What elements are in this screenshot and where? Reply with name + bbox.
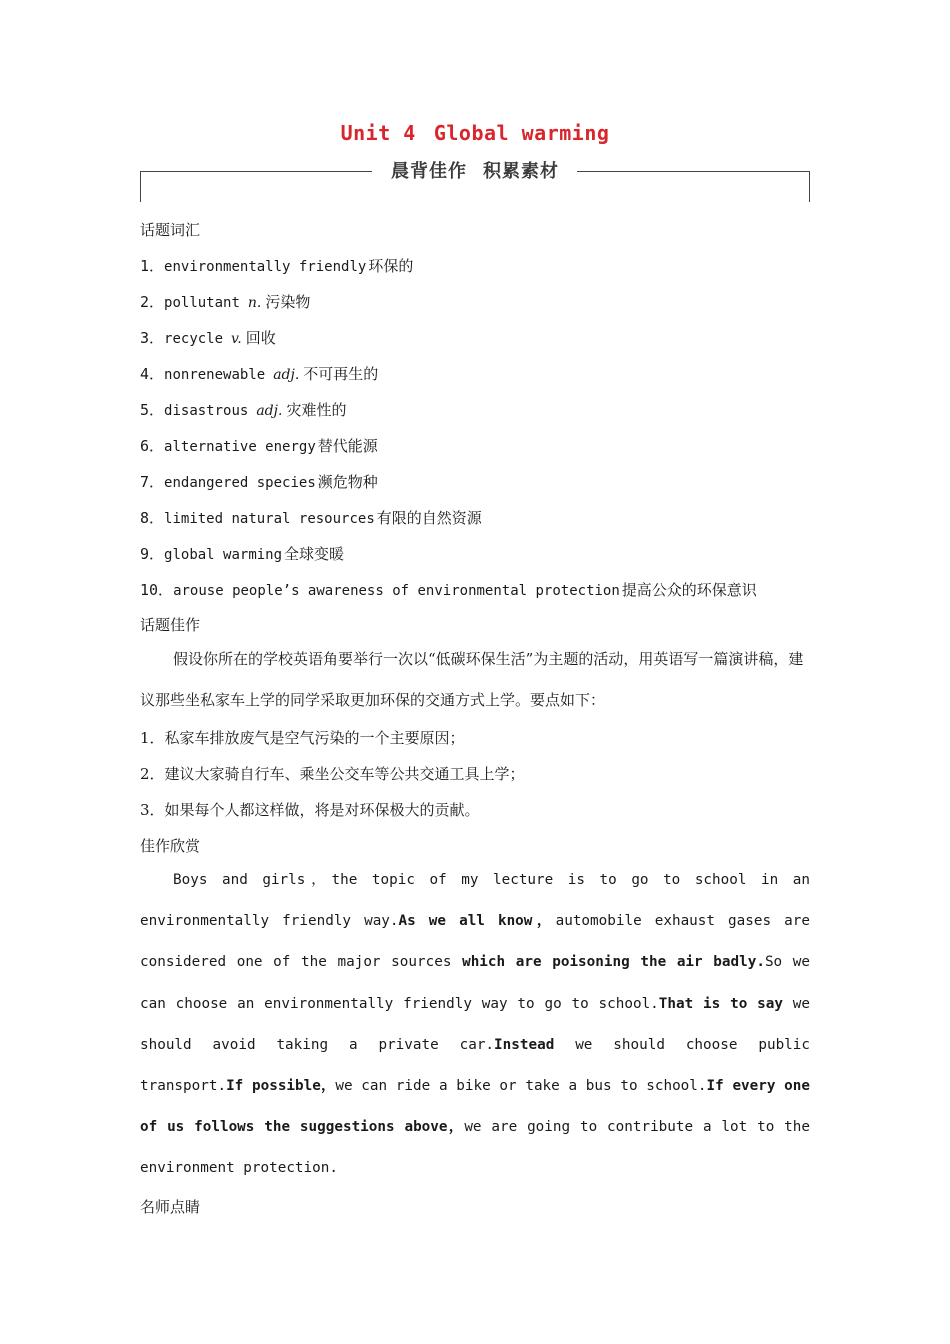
- page-title: [0, 121, 950, 145]
- vocab-item: 8．limited natural resources 有限的自然资源: [140, 509, 482, 527]
- highlight-phrase: That is to say: [658, 995, 783, 1012]
- vocab-item: 1．environmentally friendly 环保的: [140, 257, 414, 275]
- highlight-phrase: As we all know，: [398, 913, 556, 930]
- banner-left-text: 晨背佳作: [391, 161, 467, 182]
- highlight-phrase: Instead: [494, 1036, 555, 1053]
- appreciation-heading: 佳作欣赏: [140, 837, 201, 855]
- vocab-item: 6．alternative energy 替代能源: [140, 437, 378, 455]
- banner-rule-right: [577, 171, 810, 172]
- vocab-item: 5．disastrous adj. 灾难性的: [140, 401, 347, 419]
- writing-heading: 话题佳作: [140, 616, 201, 634]
- banner-edge-left: [140, 171, 141, 202]
- banner-edge-right: [809, 171, 810, 202]
- comment-heading: 名师点睛: [140, 1198, 201, 1216]
- highlight-phrase: If possible，: [226, 1078, 336, 1095]
- highlight-phrase: which are poisoning the air badly.: [462, 954, 765, 971]
- vocab-item: 3．recycle v. 回收: [140, 329, 276, 347]
- vocab-item: 10．arouse people’s awareness of environmental protection 提高公众的环保意识: [140, 581, 757, 599]
- unit-topic: Global warming: [433, 121, 610, 145]
- vocab-item: 9．global warming 全球变暖: [140, 545, 345, 563]
- banner-right-text: 积累素材: [483, 161, 559, 182]
- vocab-heading: 话题词汇: [140, 221, 201, 239]
- unit-label: Unit 4: [340, 121, 416, 145]
- prompt-point: 1．私家车排放废气是空气污染的一个主要原因；: [140, 729, 465, 747]
- vocab-item: 7．endangered species 濒危物种: [140, 473, 378, 491]
- highlight-phrase: If every one of us follows the suggestions above，: [140, 1078, 811, 1136]
- prompt-point: 2．建议大家骑自行车、乘坐公交车等公共交通工具上学；: [140, 765, 525, 783]
- banner-rule-left: [140, 171, 372, 172]
- prompt-point: 3．如果每个人都这样做，将是对环保极大的贡献。: [140, 801, 480, 819]
- writing-prompt: 假设你所在的学校英语角要举行一次以“低碳环保生活”为主题的活动，用英语写一篇演讲稿，建议那些坐私家车上学的同学采取更加环保的交通方式上学。要点如下：: [140, 650, 804, 709]
- section-banner: [380, 157, 570, 183]
- model-essay: Boys and girls，the topic of my lecture is to go to school in an environmentally friendly way.As we all know，automobile exhaust gases are considered one of the major sources which are poisoning the air badly.So we can choose an environmentally friendly way to go to school.That is to say we should avoid taking a private car.Instead we should choose public transport.If possible，we can ride a bike or take a bus to school.If every one of us follows the suggestions above，we are going to contribute a lot to the environment protection.: [140, 872, 811, 1177]
- vocab-item: 4．nonrenewable adj. 不可再生的: [140, 365, 379, 383]
- vocab-item: 2．pollutant n. 污染物: [140, 293, 311, 311]
